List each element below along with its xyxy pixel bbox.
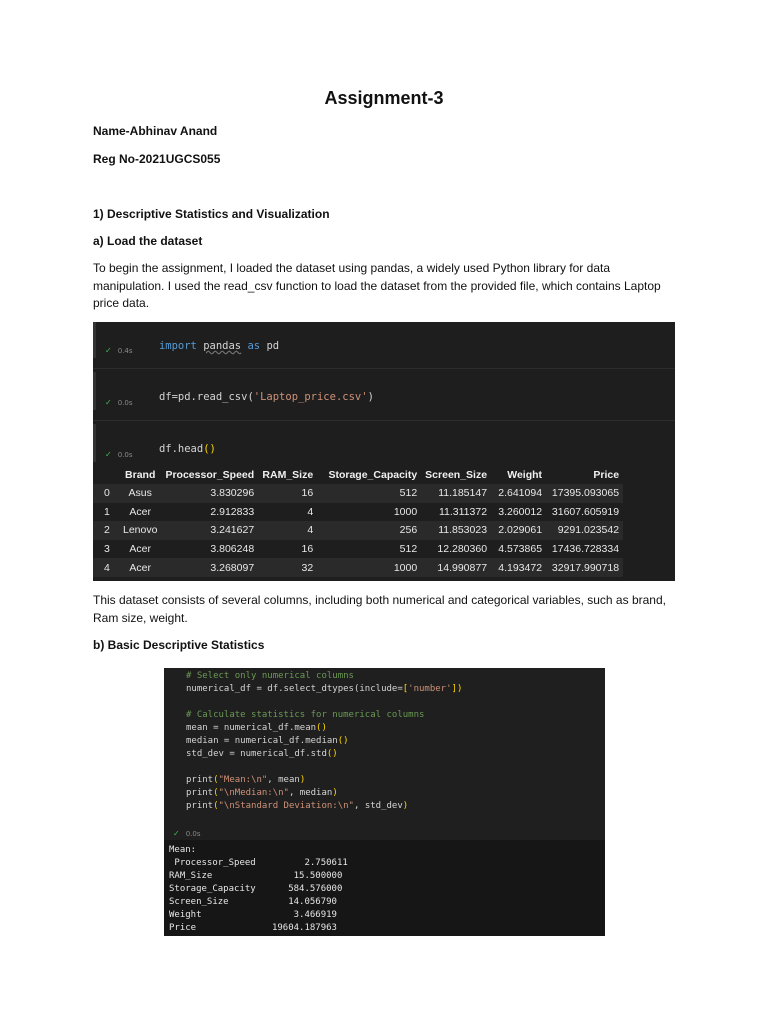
cell-exec-time: 0.0s	[117, 451, 133, 459]
table-cell: 11.853023	[421, 521, 491, 540]
code-parens: (	[213, 775, 219, 785]
code-comment: # Select only numerical columns	[186, 671, 354, 681]
code-text: , median	[288, 788, 333, 798]
code-string: "\nStandard Deviation:\n"	[218, 801, 354, 811]
table-cell: 1000	[317, 503, 421, 522]
table-cell: 3.268097	[161, 558, 258, 577]
cell-exec-time: 0.0s	[185, 830, 201, 838]
code-bracket: ]	[451, 684, 457, 694]
code-bracket: [	[402, 684, 409, 694]
code-text: df.head	[158, 443, 204, 455]
table-cell: 512	[317, 540, 421, 559]
table-cell: Acer	[119, 503, 161, 522]
code-text: std_dev = numerical_df.std	[186, 749, 327, 759]
cell-output	[164, 840, 605, 936]
code-text: , mean	[267, 775, 300, 785]
cell-exec-time: 0.0s	[117, 399, 133, 407]
table-cell: 1	[93, 503, 119, 522]
table-cell: Acer	[119, 558, 161, 577]
table-cell: 12.280360	[421, 540, 491, 559]
code-cell-stats	[164, 668, 605, 840]
table-cell: 2.912833	[161, 503, 258, 522]
subsection-load-dataset: a) Load the dataset	[93, 234, 203, 248]
column-header: RAM_Size	[262, 468, 314, 481]
section-heading: 1) Descriptive Statistics and Visualization	[93, 207, 330, 221]
table-cell: 3.241627	[161, 521, 258, 540]
code-parens: (	[213, 801, 219, 811]
output-line: Screen_Size 14.056790	[169, 897, 337, 907]
code-parens: ()	[316, 723, 327, 733]
code-text: , std_dev	[353, 801, 403, 811]
table-header-row	[93, 465, 623, 484]
column-header	[93, 465, 119, 484]
table-row	[93, 503, 623, 522]
code-string: "\nMedian:\n"	[218, 788, 289, 798]
column-header: Brand	[125, 468, 156, 481]
cell-status	[105, 398, 132, 407]
table-cell: 32917.990718	[546, 558, 623, 577]
code-cell-import	[93, 322, 675, 358]
notebook-screenshot-load	[93, 322, 675, 581]
table-cell: 31607.605919	[546, 503, 623, 522]
column-header: Storage_Capacity	[328, 468, 418, 481]
code-text: df=pd.read_csv(	[158, 391, 254, 403]
author-name: Name-Abhinav Anand	[93, 124, 218, 138]
output-line: Processor_Speed 2.750611	[169, 858, 348, 868]
cell-exec-time: 0.4s	[117, 347, 133, 355]
code-module: pandas	[203, 340, 242, 352]
table-row	[93, 521, 623, 540]
code-text: )	[367, 391, 374, 403]
column-header: Price	[593, 468, 620, 481]
output-line: Mean:	[169, 845, 197, 855]
code-text: print	[186, 801, 214, 811]
table-row	[93, 484, 623, 503]
cell-status	[173, 829, 200, 838]
table-cell: 256	[317, 521, 421, 540]
table-cell: 2	[93, 521, 119, 540]
table-cell: 11.185147	[421, 484, 491, 503]
table-cell: 4	[258, 503, 317, 522]
output-line: RAM_Size 15.500000	[169, 871, 343, 881]
code-text: print	[186, 788, 214, 798]
check-icon: ✓	[105, 450, 112, 459]
table-cell: 16	[258, 484, 317, 503]
table-cell: 4	[93, 558, 119, 577]
table-cell: 3.830296	[161, 484, 258, 503]
output-line: Storage_Capacity 584.576000	[169, 884, 343, 894]
code-comment: # Calculate statistics for numerical columns	[186, 710, 425, 720]
cell-status	[105, 346, 132, 355]
code-string: "Mean:\n"	[218, 775, 268, 785]
output-line: Weight 3.466919	[169, 910, 337, 920]
subsection-descriptive-stats: b) Basic Descriptive Statistics	[93, 638, 265, 652]
cell-status	[105, 450, 132, 459]
table-row	[93, 540, 623, 559]
registration-number: Reg No-2021UGCS055	[93, 152, 221, 166]
table-cell: 14.990877	[421, 558, 491, 577]
code-text: numerical_df = df.select_dtypes(include=	[186, 684, 403, 694]
table-row	[93, 558, 623, 577]
code-parens: )	[402, 801, 409, 811]
check-icon: ✓	[105, 398, 112, 407]
code-parens: )	[456, 684, 463, 694]
table-cell: Acer	[119, 540, 161, 559]
check-icon: ✓	[105, 346, 112, 355]
table-cell: 4.573865	[491, 540, 546, 559]
code-parens: (	[213, 788, 219, 798]
code-keyword: as	[247, 340, 261, 352]
dataframe-table	[93, 465, 623, 577]
table-cell: 4.193472	[491, 558, 546, 577]
notebook-screenshot-stats	[164, 668, 605, 936]
table-cell: 11.311372	[421, 503, 491, 522]
table-cell: 2.029061	[491, 521, 546, 540]
code-string: 'Laptop_price.csv'	[253, 391, 368, 403]
code-parens: )	[332, 788, 338, 798]
code-parens: ()	[203, 443, 216, 455]
table-cell: Lenovo	[119, 521, 161, 540]
table-cell: 17436.728334	[546, 540, 623, 559]
code-string: 'number'	[408, 684, 452, 694]
code-text: mean = numerical_df.mean	[186, 723, 317, 733]
code-text: median = numerical_df.median	[186, 736, 338, 746]
table-cell: 4	[258, 521, 317, 540]
table-cell: 2.641094	[491, 484, 546, 503]
page-title: Assignment-3	[324, 88, 444, 108]
table-cell: 3	[93, 540, 119, 559]
code-parens: )	[299, 775, 306, 785]
table-cell: 9291.023542	[546, 521, 623, 540]
table-cell: 17395.093065	[546, 484, 623, 503]
code-text: print	[186, 775, 214, 785]
column-header: Weight	[507, 468, 543, 481]
table-cell: 32	[258, 558, 317, 577]
output-line: Price 19604.187963	[169, 923, 337, 933]
code-alias: pd	[266, 340, 280, 352]
code-keyword: import	[158, 340, 197, 352]
check-icon: ✓	[173, 829, 180, 838]
table-cell: 3.260012	[491, 503, 546, 522]
table-cell: 3.806248	[161, 540, 258, 559]
table-cell: 16	[258, 540, 317, 559]
code-parens: ()	[326, 749, 338, 759]
table-cell: 1000	[317, 558, 421, 577]
table-cell: Asus	[119, 484, 161, 503]
dataset-description-paragraph: This dataset consists of several columns, including both numerical and categorical variables, such as brand, Ram size, weight.	[93, 593, 666, 625]
code-cell-head	[93, 424, 675, 462]
column-header: Processor_Speed	[165, 468, 255, 481]
intro-paragraph: To begin the assignment, I loaded the dataset using pandas, a widely used Python library for data manipulation. I used the read_csv function to load the dataset from the provided file, which contains Laptop price data.	[93, 261, 661, 310]
code-cell-read-csv	[93, 372, 675, 410]
column-header: Screen_Size	[425, 468, 488, 481]
code-parens: ()	[337, 736, 349, 746]
table-cell: 0	[93, 484, 119, 503]
table-cell: 512	[317, 484, 421, 503]
